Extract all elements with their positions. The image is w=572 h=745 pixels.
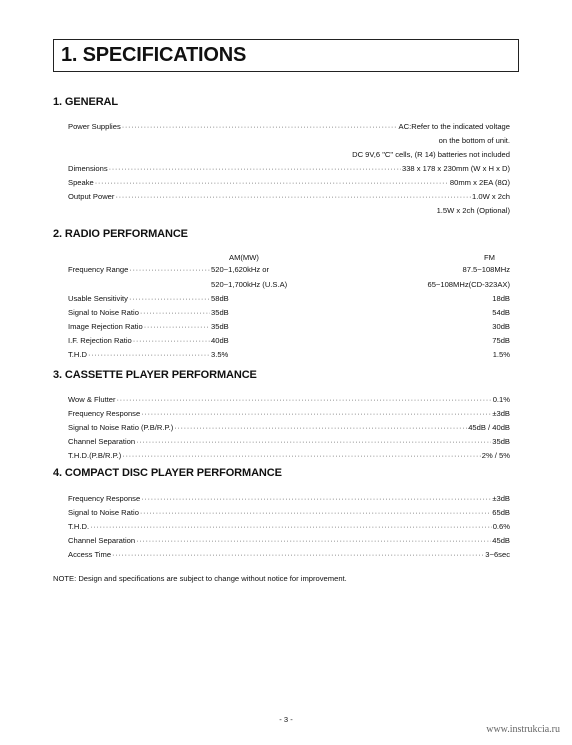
- page-number: - 3 -: [279, 715, 293, 724]
- spec-label: Frequency Response: [68, 409, 141, 418]
- page-title: 1. SPECIFICATIONS: [53, 39, 519, 72]
- leader-dots: [122, 122, 398, 131]
- am-value: 35dB: [211, 322, 229, 331]
- spec-value: 0.1%: [492, 395, 510, 404]
- radio-row: [68, 308, 510, 320]
- leader-dots: [141, 494, 491, 503]
- leader-dots: [109, 164, 401, 173]
- leader-dots: [122, 451, 480, 460]
- fm-value: 1.5%: [492, 350, 510, 359]
- spec-value: 35dB: [492, 437, 510, 446]
- column-header-am: AM(MW): [229, 253, 259, 262]
- fm-value: 30dB: [492, 322, 510, 331]
- leader-dots: [174, 423, 467, 432]
- leader-dots: [141, 409, 491, 418]
- spec-row-output-power: [68, 189, 510, 201]
- spec-label: T.H.D.(P.B/R.P.): [68, 451, 122, 460]
- radio-row: [68, 336, 510, 348]
- spec-label: Channel Separation: [68, 437, 136, 446]
- spec-label: Frequency Response: [68, 494, 141, 503]
- am-value: 520~1,620kHz or: [211, 265, 270, 274]
- spec-value: 1.0W x 2ch: [472, 192, 510, 201]
- spec-value-continuation: DC 9V,6 "C" cells, (R 14) batteries not included: [352, 150, 510, 159]
- spec-value: 45dB: [492, 536, 510, 545]
- spec-value: 0.6%: [492, 522, 510, 531]
- spec-label: Image Rejection Ratio: [68, 322, 143, 331]
- spec-value: 80mm x 2EA (8Ω): [449, 178, 510, 187]
- section-heading-cd: 4. COMPACT DISC PLAYER PERFORMANCE: [53, 467, 282, 479]
- fm-value: 65~108MHz(CD-323AX): [427, 280, 510, 289]
- spec-row: [68, 420, 510, 432]
- leader-dots: [136, 536, 491, 545]
- spec-row-dimensions: [68, 161, 510, 173]
- section-heading-general: 1. GENERAL: [53, 96, 119, 108]
- spec-value: 3~6sec: [485, 550, 510, 559]
- spec-label: Signal to Noise Ratio: [68, 308, 139, 317]
- spec-label: Channel Separation: [68, 536, 136, 545]
- am-value: 520~1,700kHz (U.S.A): [211, 280, 288, 289]
- section-heading-radio: 2. RADIO PERFORMANCE: [53, 228, 188, 240]
- spec-value-continuation: on the bottom of unit.: [438, 136, 510, 145]
- leader-dots: [136, 437, 491, 446]
- spec-value: 45dB / 40dB: [468, 423, 510, 432]
- spec-row: [68, 533, 510, 545]
- leader-dots: [129, 265, 210, 274]
- fm-value: 18dB: [492, 294, 510, 303]
- column-header-fm: FM: [484, 253, 495, 262]
- spec-row: [68, 406, 510, 418]
- spec-row: [68, 448, 510, 460]
- spec-row: [68, 491, 510, 503]
- radio-row: [68, 350, 510, 362]
- am-value: 58dB: [211, 294, 229, 303]
- spec-label: Frequency Range: [68, 265, 129, 274]
- radio-row: [68, 294, 510, 306]
- am-value: 40dB: [211, 336, 229, 345]
- spec-label: Power Supplies: [68, 122, 121, 131]
- spec-row-power: [68, 119, 510, 131]
- spec-value: 65dB: [492, 508, 510, 517]
- spec-row-speake: [68, 175, 510, 187]
- radio-row: [68, 322, 510, 334]
- spec-label: Dimensions: [68, 164, 108, 173]
- radio-row: [68, 280, 510, 292]
- fm-value: 75dB: [492, 336, 510, 345]
- spec-value: AC:Refer to the indicated voltage: [398, 122, 510, 131]
- watermark: www.instrukcia.ru: [486, 724, 560, 735]
- spec-row: [68, 434, 510, 446]
- spec-label: Usable Sensitivity: [68, 294, 128, 303]
- spec-label: Access Time: [68, 550, 112, 559]
- spec-label: T.H.D: [68, 350, 87, 359]
- spec-label: Wow & Flutter: [68, 395, 116, 404]
- leader-dots: [88, 350, 210, 359]
- spec-row: [68, 392, 510, 404]
- spec-value-continuation: 1.5W x 2ch (Optional): [436, 206, 510, 215]
- leader-dots: [140, 508, 491, 517]
- spec-label: Signal to Noise Ratio (P.B/R.P.): [68, 423, 174, 432]
- leader-dots: [140, 308, 210, 317]
- spec-label: Speake: [68, 178, 94, 187]
- spec-label: T.H.D.: [68, 522, 90, 531]
- note-text: NOTE: Design and specifications are subject to change without notice for improvement.: [53, 574, 347, 583]
- leader-dots: [90, 522, 492, 531]
- spec-label: Output Power: [68, 192, 115, 201]
- leader-dots: [117, 395, 492, 404]
- spec-row: [68, 547, 510, 559]
- section-heading-cassette: 3. CASSETTE PLAYER PERFORMANCE: [53, 369, 257, 381]
- leader-dots: [129, 294, 210, 303]
- spec-value: 338 x 178 x 230mm (W x H x D): [401, 164, 510, 173]
- leader-dots: [115, 192, 471, 201]
- spec-value: ±3dB: [492, 409, 510, 418]
- spec-row: [68, 505, 510, 517]
- leader-dots: [144, 322, 210, 331]
- spec-row: [68, 519, 510, 531]
- radio-row: [68, 265, 510, 277]
- spec-label: Signal to Noise Ratio: [68, 508, 139, 517]
- spec-value: 2% / 5%: [481, 451, 510, 460]
- fm-value: 54dB: [492, 308, 510, 317]
- am-value: 35dB: [211, 308, 229, 317]
- spec-label: I.F. Rejection Ratio: [68, 336, 132, 345]
- fm-value: 87.5~108MHz: [462, 265, 510, 274]
- am-value: 3.5%: [211, 350, 229, 359]
- spec-value: ±3dB: [492, 494, 510, 503]
- leader-dots: [95, 178, 449, 187]
- leader-dots: [133, 336, 210, 345]
- leader-dots: [112, 550, 484, 559]
